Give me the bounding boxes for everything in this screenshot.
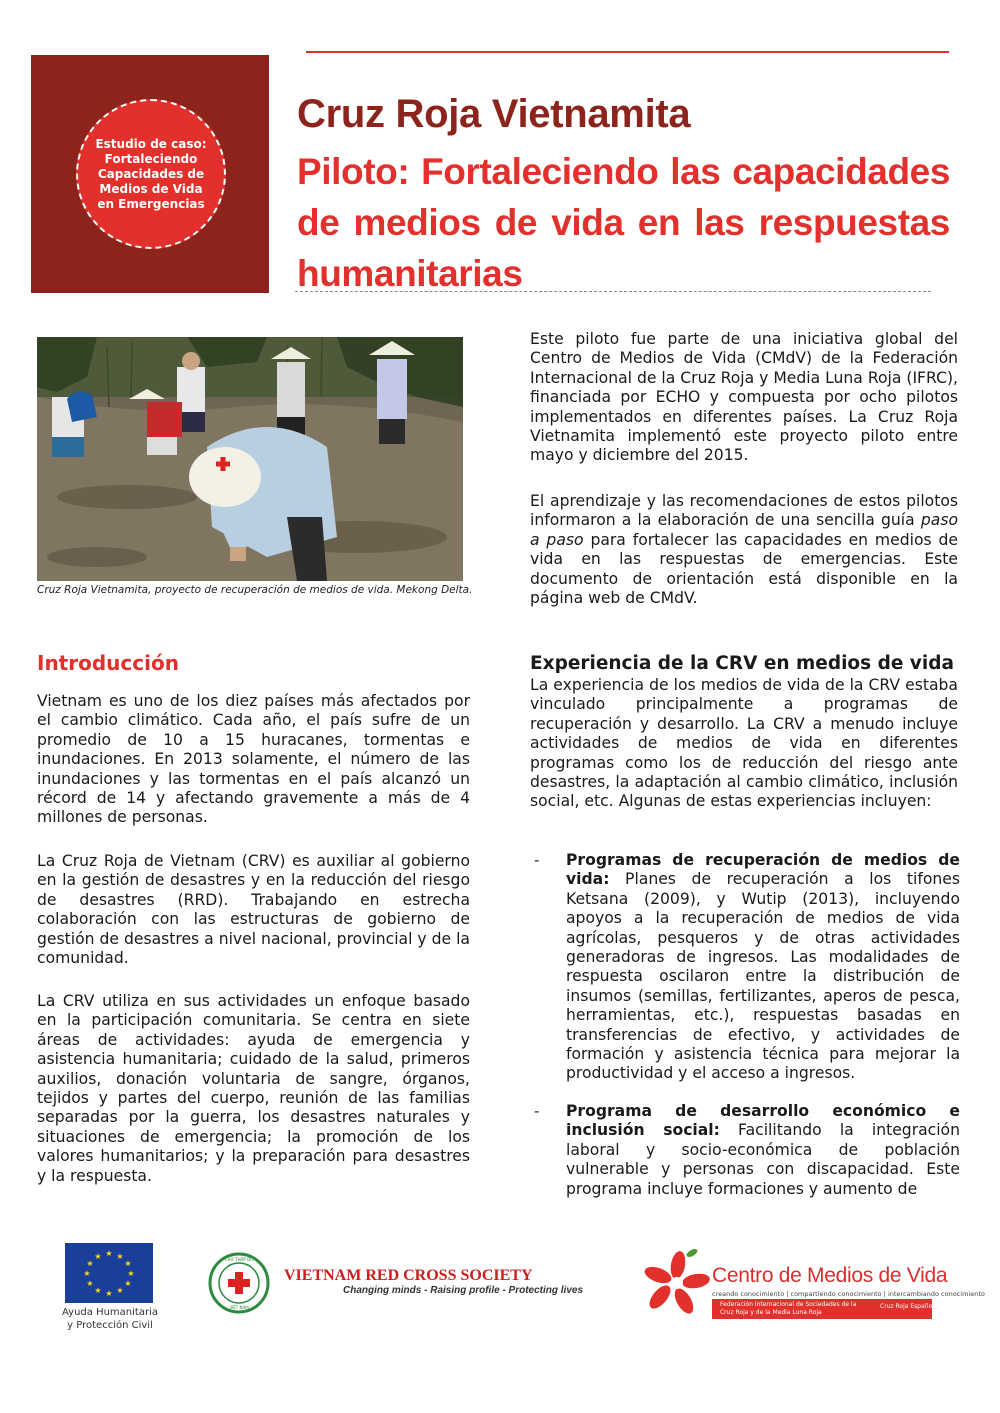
svg-text:★: ★ — [105, 1289, 113, 1298]
eu-caption — [50, 1306, 170, 1332]
vrcs-emblem-top-text: CHỮ THẬP ĐỎ — [224, 1257, 254, 1262]
introduccion-paragraph-2: La Cruz Roja de Vietnam (CRV) es auxiliar al gobierno en la gestión de desastres y en la reducción del riesgo de desastres (RRD). Trabajando en estrecha colaboración con las estructuras de gobierno de gestión de desastres a nivel nacional, provincial y de la comunidad. — [37, 852, 470, 968]
eu-caption-line-1: Ayuda Humanitaria — [62, 1307, 158, 1318]
vrcs-tagline: Changing minds - Raising profile - Protecting lives — [343, 1285, 584, 1296]
experiencia-bullet-desarrollo — [530, 1102, 960, 1199]
svg-text:★: ★ — [124, 1259, 132, 1268]
introduccion-paragraph-3: La CRV utiliza en sus actividades un enfoque basado en la participación comunitaria. Se centra en siete áreas de actividades: ayuda de emergencia y asistencia humanitaria; cuidado de la salud, primeros auxilios, donación voluntaria de sangre, órganos, tejidos y partes del cuerpo, reunión de las familias separadas por la guerra, los desastres naturales y situaciones de emergencia; la promoción de los valores humanitarios; y la preparación para desastres y la respuesta. — [37, 992, 470, 1185]
bullet-title: Programas de recuperación de medios de vida: — [566, 851, 960, 889]
svg-text:★: ★ — [83, 1269, 91, 1278]
svg-text:★: ★ — [94, 1252, 102, 1261]
bullet-text — [566, 1102, 960, 1199]
svg-text:★: ★ — [86, 1259, 94, 1268]
intro-paragraph-2-start: El aprendizaje y las recomendaciones de estos pilotos informaron a la elaboración de una sencilla guía — [530, 492, 958, 530]
svg-text:★: ★ — [116, 1252, 124, 1261]
eu-flag-logo — [65, 1243, 153, 1303]
photo-caption: Cruz Roja Vietnamita, proyecto de recuperación de medios de vida. Mekong Delta. — [37, 584, 473, 596]
top-rule — [306, 51, 949, 53]
experiencia-paragraph: La experiencia de los medios de vida de la CRV estaba vinculado principalmente a programas de recuperación y desarrollo. La CRV a menudo incluye actividades de medios de vida en diferentes programas como los de reducción del riesgo ante desastres, la adaptación al cambio climático, inclusión social, etc. Algunas de estas experiencias incluyen: — [530, 676, 958, 811]
cmdv-name: Centro de Medios de Vida — [712, 1264, 948, 1287]
intro-paragraph-2-italic: paso a paso — [530, 511, 958, 549]
svg-text:★: ★ — [105, 1249, 113, 1258]
svg-text:★: ★ — [86, 1279, 94, 1288]
svg-text:★: ★ — [116, 1286, 124, 1295]
bullet-title: Programa de desarrollo económico e inclusión social: — [566, 1102, 960, 1140]
svg-text:★: ★ — [127, 1269, 135, 1278]
field-photo-illustration — [37, 337, 463, 581]
introduccion-heading: Introducción — [37, 651, 179, 675]
bullet-dash: - — [534, 851, 540, 869]
vrcs-name: VIETNAM RED CROSS SOCIETY — [284, 1267, 533, 1284]
cmdv-federation-text: Federación Internacional de Sociedades de la Cruz Roja y de la Media Luna Roja — [720, 1301, 857, 1316]
intro-paragraph-1: Este piloto fue parte de una iniciativa global del Centro de Medios de Vida (CMdV) de la Federación Internacional de la Cruz Roja y Media Luna Roja (IFRC), financiada por ECHO y compuesta por ocho pilotos implementados en diferentes países. La Cruz Roja Vietnamita implementó este proyecto piloto entre mayo y diciembre del 2015. — [530, 330, 958, 465]
cmdv-subtitle: creando conocimiento | compartiendo conocimiento | intercambiando conocimiento — [712, 1290, 985, 1298]
experiencia-heading: Experiencia de la CRV en medios de vida — [530, 653, 954, 674]
badge-circle — [76, 99, 226, 249]
page-subtitle: Piloto: Fortaleciendo las capacidades de medios de vida en las respuestas humanitarias — [297, 151, 950, 294]
eu-caption-line-2: y Protección Civil — [67, 1320, 153, 1331]
field-photo — [37, 337, 463, 581]
eu-stars-icon — [65, 1243, 153, 1303]
intro-paragraph-2 — [530, 492, 958, 608]
svg-text:★: ★ — [124, 1279, 132, 1288]
bullet-text — [566, 851, 960, 1084]
bullet-body: Facilitando la integración laboral y socio-económica de población vulnerable y personas con discapacidad. Este programa incluye formaciones y aumento de — [566, 1121, 960, 1198]
introduccion-paragraph-1: Vietnam es uno de los diez países más afectados por el cambio climático. Cada año, el país sufre de un promedio de 10 a 15 huracanes, tormentas e inundaciones. En 2013 solamente, el número de las inundaciones y las tormentas en el país alcanzó un récord de 14 y afectando gravemente a más de 4 millones de personas. — [37, 692, 470, 827]
case-study-badge — [31, 55, 269, 293]
vrcs-emblem-icon — [208, 1252, 270, 1314]
page-title: Cruz Roja Vietnamita — [297, 92, 691, 136]
cmdv-collab-text: Cruz Roja Española — [880, 1303, 938, 1310]
bullet-body: Planes de recuperación a los tifones Ketsana (2009), y Wutip (2013), incluyendo apoyos a la recuperación de medios de vida agrícolas, pesqueros y de otras actividades generadoras de ingresos. Las modalidades de respuesta oscilaron entre la distribución de insumos (semillas, fertilizantes, aperos de pesca, herramientas, etc.), respuestas basadas en transferencias de efectivo, y actividades de formación y asistencia técnica para mejorar la productividad y el acceso a ingresos. — [566, 870, 960, 1083]
title-divider — [295, 291, 931, 292]
badge-text: Estudio de caso: Fortaleciendo Capacidades de Medios de Vida en Emergencias — [95, 136, 207, 211]
svg-text:★: ★ — [94, 1286, 102, 1295]
cmdv-flower-icon — [640, 1245, 715, 1320]
vrcs-emblem-bottom-text: VIỆT NAM — [229, 1305, 249, 1310]
intro-paragraph-2-end: para fortalecer las capacidades en medios de vida en las respuestas de emergencias. Este documento de orientación está disponible en la página web de CMdV. — [530, 530, 958, 608]
experiencia-bullet-recuperacion — [530, 851, 960, 1084]
bullet-dash: - — [534, 1102, 540, 1120]
